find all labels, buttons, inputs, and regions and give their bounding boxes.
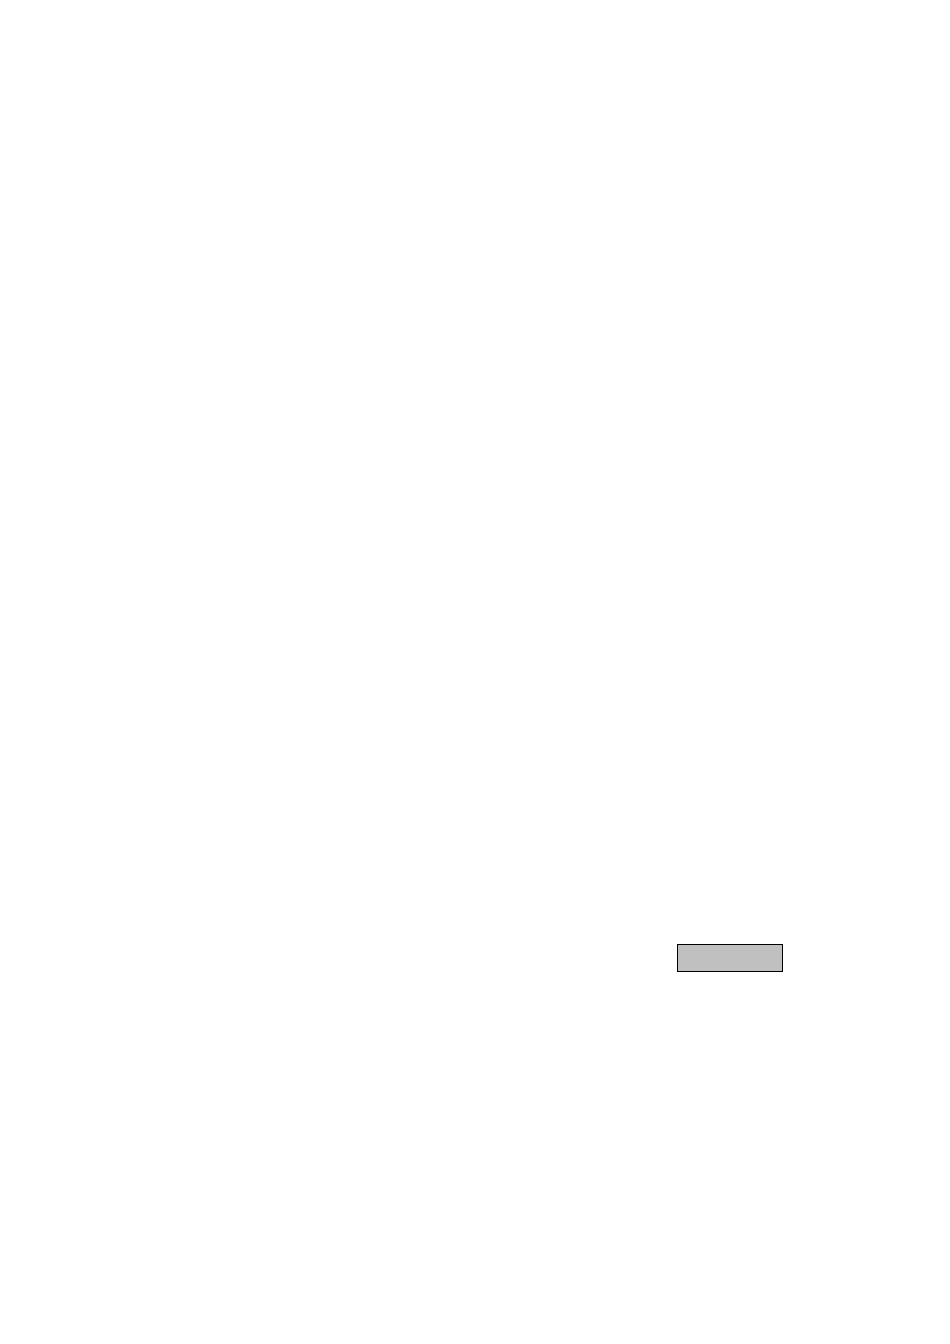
highlighted-cell[interactable] [677, 944, 783, 972]
